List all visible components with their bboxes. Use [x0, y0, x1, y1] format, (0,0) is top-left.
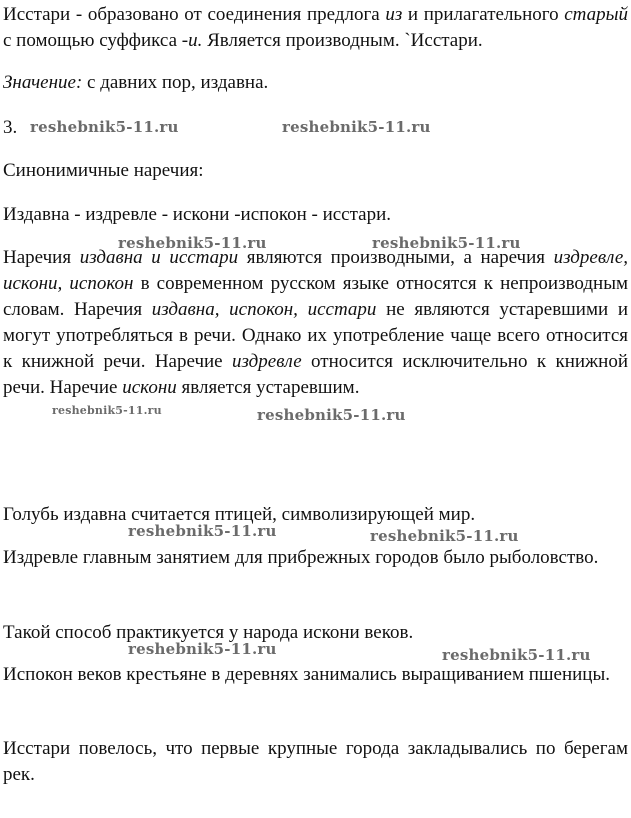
explanation-paragraph: Наречия издавна и исстари являются производными, а наречия издревле, искони, испокон в современном русском языке относятся к непроизводным словам. Наречия издавна, испокон, исстари не являются устаревшими и могут употребляться в речи. Однако их употребление чаще всего относится к книжной речи. Наречие издревле относится исключительно к книжной речи. Наречие искони является устаревшим. — [3, 247, 629, 398]
watermark: reshebnik5-11.ru — [442, 646, 591, 664]
watermark: reshebnik5-11.ru — [257, 406, 406, 424]
watermark: reshebnik5-11.ru — [128, 522, 277, 540]
watermark: reshebnik5-11.ru — [282, 118, 431, 136]
item-number: 3. — [3, 117, 18, 138]
meaning-label: Значение: — [3, 72, 83, 93]
example-sentence: Такой способ практикуется у народа искони веков. — [3, 622, 414, 643]
watermark: reshebnik5-11.ru — [118, 234, 267, 252]
example-sentence: Исстари повелось, что первые крупные города закладывались по берегам рек. — [3, 738, 628, 785]
watermark: reshebnik5-11.ru — [52, 404, 162, 417]
example-sentence: Издревле главным занятием для прибрежных городов было рыболовство. — [3, 547, 599, 568]
watermark: reshebnik5-11.ru — [372, 234, 521, 252]
synonyms-list: Издавна - издревле - искони -испокон - исстари. — [3, 204, 392, 225]
watermark: reshebnik5-11.ru — [128, 640, 277, 658]
example-sentence: Испокон веков крестьяне в деревнях занимались выращиванием пшеницы. — [3, 664, 610, 685]
meaning-line — [3, 70, 628, 96]
watermark: reshebnik5-11.ru — [370, 527, 519, 545]
synonyms-heading: Синонимичные наречия: — [3, 160, 204, 181]
watermark: reshebnik5-11.ru — [30, 118, 179, 136]
example-sentence: Голубь издавна считается птицей, символизирующей мир. — [3, 504, 476, 525]
meaning-text: с давних пор, издавна. — [82, 72, 269, 93]
etymology-paragraph: Исстари - образовано от соединения предлога из и прилагательного старый с помощью суффикса -и. Является производным. `Исстари. — [3, 4, 628, 51]
